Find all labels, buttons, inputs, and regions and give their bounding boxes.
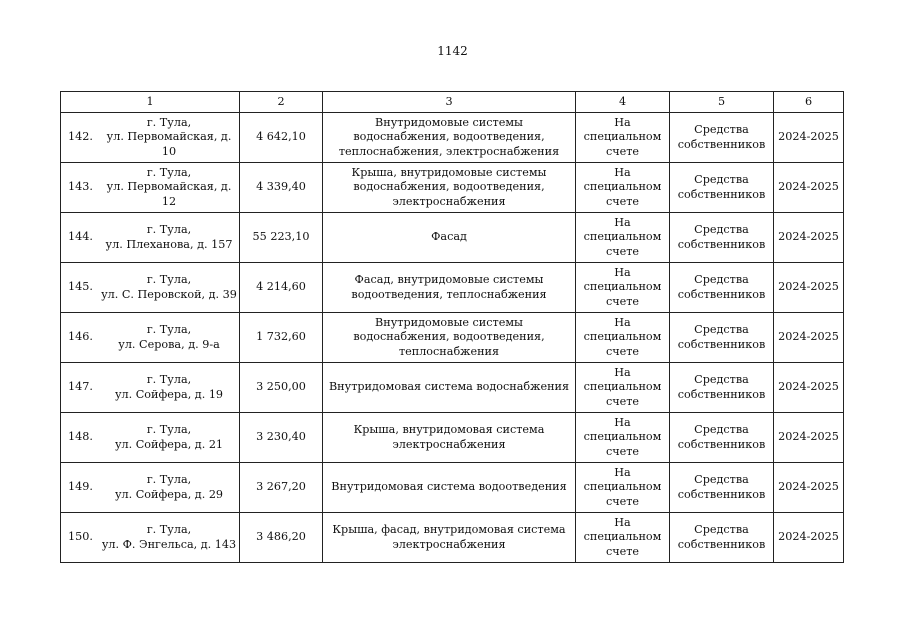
row-number: 149. [68, 480, 93, 494]
row-number: 145. [68, 280, 93, 294]
account-cell: На специальном счете [576, 463, 670, 513]
cost-cell: 3 230,40 [240, 413, 323, 463]
cost-cell: 3 267,20 [240, 463, 323, 513]
table-row [61, 263, 844, 313]
funding-source-cell: Средства собственников [670, 163, 774, 213]
address [101, 273, 239, 302]
column-header: 5 [670, 92, 774, 113]
table-row [61, 313, 844, 363]
funding-source-cell: Средства собственников [670, 313, 774, 363]
row-number: 142. [68, 130, 93, 144]
address-cell [61, 113, 240, 163]
period-cell: 2024-2025 [774, 313, 844, 363]
address [101, 473, 239, 502]
address-street: ул. Сойфера, д. 19 [114, 387, 224, 401]
table-row [61, 213, 844, 263]
address [101, 373, 239, 402]
period-cell: 2024-2025 [774, 363, 844, 413]
systems-cell: Внутридомовые системы водоснабжения, водоотведения, теплоснабжения, электроснабжения [323, 113, 576, 163]
address-street: ул. Сойфера, д. 21 [114, 437, 224, 451]
account-cell: На специальном счете [576, 513, 670, 563]
address-street: ул. С. Перовской, д. 39 [101, 287, 237, 301]
address-cell [61, 213, 240, 263]
period-cell: 2024-2025 [774, 413, 844, 463]
column-header: 4 [576, 92, 670, 113]
page-number: 1142 [437, 44, 468, 58]
table-row [61, 113, 844, 163]
period-cell: 2024-2025 [774, 113, 844, 163]
systems-cell: Фасад [323, 213, 576, 263]
address-street: ул. Первомайская, д. 12 [106, 180, 232, 208]
table-row [61, 463, 844, 513]
table-row [61, 513, 844, 563]
cost-cell: 4 339,40 [240, 163, 323, 213]
row-number: 150. [68, 530, 93, 544]
row-number: 148. [68, 430, 93, 444]
address-city: г. Тула, [146, 273, 192, 286]
systems-cell: Фасад, внутридомовые системы водоотведения, теплоснабжения [323, 263, 576, 313]
cost-cell: 1 732,60 [240, 313, 323, 363]
account-cell: На специальном счете [576, 213, 670, 263]
address-city: г. Тула, [146, 523, 192, 536]
systems-cell: Внутридомовая система водоотведения [323, 463, 576, 513]
table-row [61, 163, 844, 213]
address [101, 166, 239, 210]
funding-source-cell: Средства собственников [670, 413, 774, 463]
cost-cell: 4 214,60 [240, 263, 323, 313]
address-street: ул. Плеханова, д. 157 [105, 237, 233, 251]
cost-cell: 3 486,20 [240, 513, 323, 563]
systems-cell: Крыша, внутридомовые системы водоснабжения, водоотведения, электроснабжения [323, 163, 576, 213]
cost-cell: 3 250,00 [240, 363, 323, 413]
address-street: ул. Первомайская, д. 10 [106, 130, 232, 158]
account-cell: На специальном счете [576, 163, 670, 213]
table-row [61, 413, 844, 463]
address-street: ул. Серова, д. 9-а [118, 337, 220, 351]
address-city: г. Тула, [146, 373, 192, 386]
cost-cell: 55 223,10 [240, 213, 323, 263]
period-cell: 2024-2025 [774, 163, 844, 213]
column-header: 2 [240, 92, 323, 113]
systems-cell: Крыша, внутридомовая система электроснабжения [323, 413, 576, 463]
address-cell [61, 263, 240, 313]
header-row [61, 92, 844, 113]
address-cell [61, 313, 240, 363]
address-cell [61, 413, 240, 463]
funding-source-cell: Средства собственников [670, 263, 774, 313]
period-cell: 2024-2025 [774, 213, 844, 263]
systems-cell: Крыша, фасад, внутридомовая система электроснабжения [323, 513, 576, 563]
funding-source-cell: Средства собственников [670, 113, 774, 163]
address-city: г. Тула, [146, 165, 192, 179]
account-cell: На специальном счете [576, 313, 670, 363]
column-header: 3 [323, 92, 576, 113]
address [101, 523, 239, 552]
row-number: 143. [68, 180, 93, 194]
address-street: ул. Ф. Энгельса, д. 143 [101, 537, 237, 551]
funding-source-cell: Средства собственников [670, 213, 774, 263]
column-header: 1 [61, 92, 240, 113]
address-city: г. Тула, [146, 473, 192, 486]
period-cell: 2024-2025 [774, 463, 844, 513]
systems-cell: Внутридомовая система водоснабжения [323, 363, 576, 413]
cost-cell: 4 642,10 [240, 113, 323, 163]
address-cell [61, 463, 240, 513]
address [101, 323, 239, 352]
account-cell: На специальном счете [576, 263, 670, 313]
funding-source-cell: Средства собственников [670, 513, 774, 563]
account-cell: На специальном счете [576, 113, 670, 163]
account-cell: На специальном счете [576, 413, 670, 463]
address-city: г. Тула, [146, 423, 192, 436]
row-number: 147. [68, 380, 93, 394]
column-header: 6 [774, 92, 844, 113]
address-city: г. Тула, [146, 223, 192, 236]
systems-cell: Внутридомовые системы водоснабжения, водоотведения, теплоснабжения [323, 313, 576, 363]
repair-schedule-table [60, 91, 844, 563]
address [101, 116, 239, 160]
period-cell: 2024-2025 [774, 263, 844, 313]
row-number: 144. [68, 230, 93, 244]
period-cell: 2024-2025 [774, 513, 844, 563]
account-cell: На специальном счете [576, 363, 670, 413]
address-cell [61, 513, 240, 563]
address-cell [61, 163, 240, 213]
table-row [61, 363, 844, 413]
funding-source-cell: Средства собственников [670, 363, 774, 413]
funding-source-cell: Средства собственников [670, 463, 774, 513]
address [101, 423, 239, 452]
address-city: г. Тула, [146, 115, 192, 129]
row-number: 146. [68, 330, 93, 344]
address-city: г. Тула, [146, 323, 192, 336]
address [101, 223, 239, 252]
address-street: ул. Сойфера, д. 29 [114, 487, 224, 501]
address-cell [61, 363, 240, 413]
